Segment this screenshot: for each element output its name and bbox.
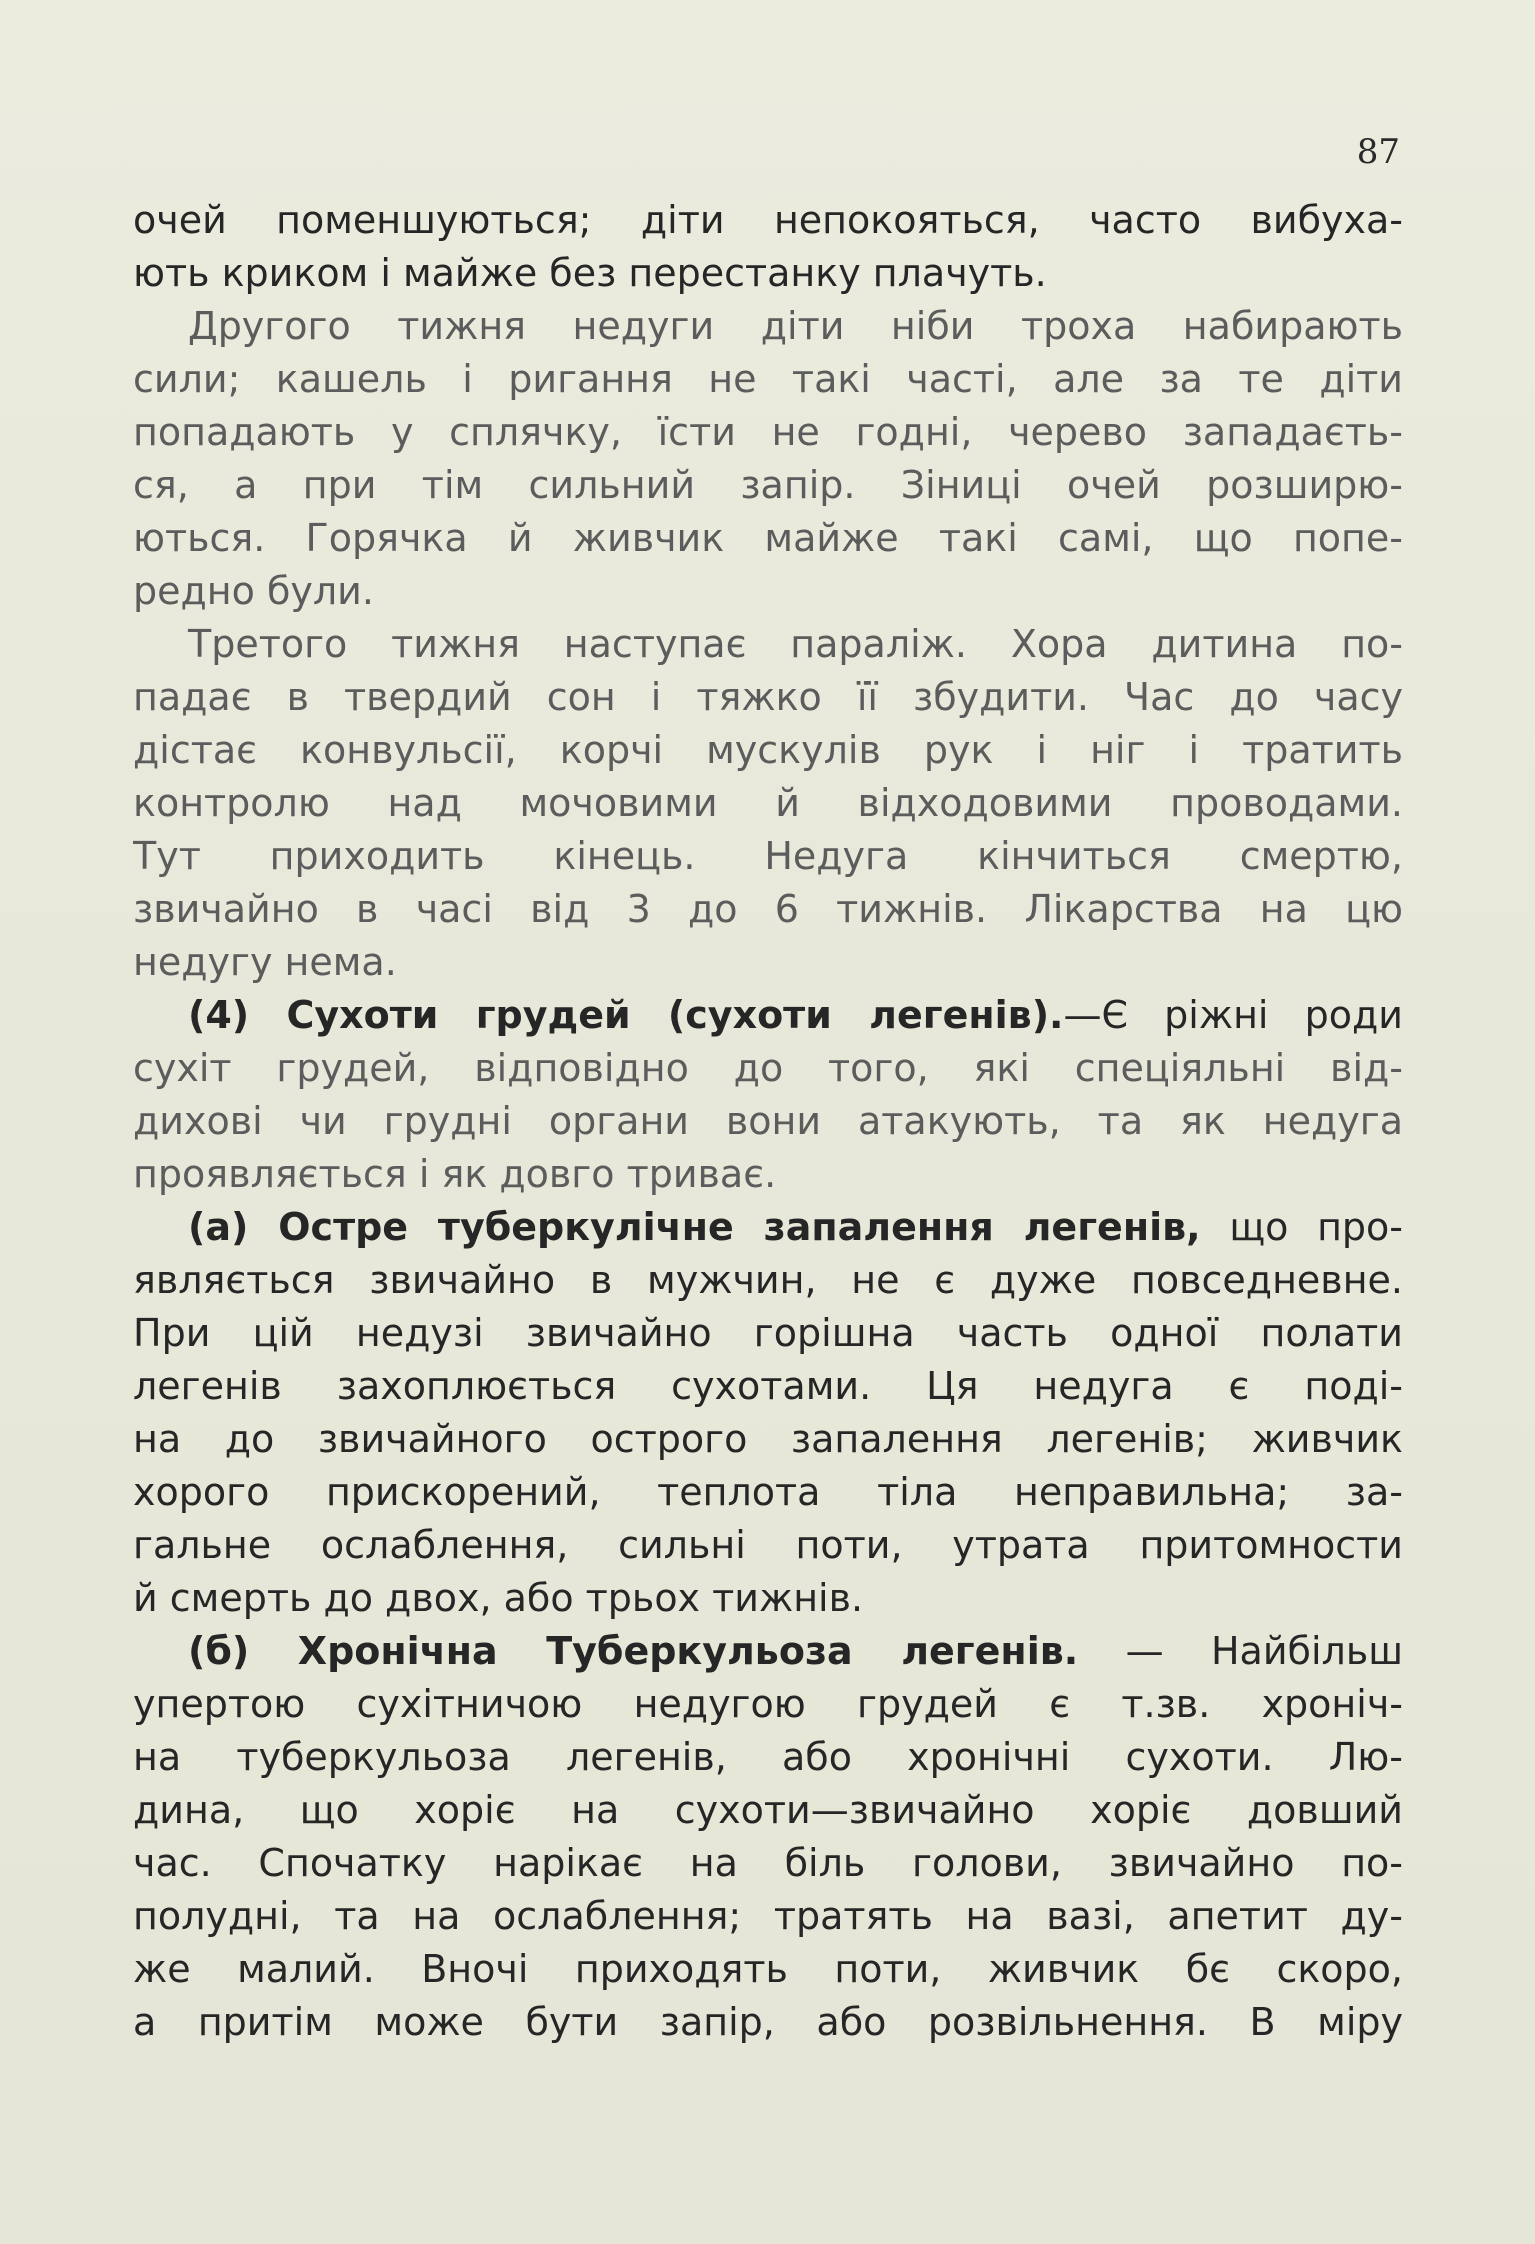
line-text: попадають у сплячку, їсти не годні, черево западаєть- bbox=[133, 410, 1403, 454]
line-text: полудні, та на ослаблення; тратять на вазі, апетит ду- bbox=[133, 1894, 1403, 1938]
line-text: хорого прискорений, теплота тіла неправильна; за- bbox=[133, 1470, 1403, 1514]
text-line bbox=[133, 936, 1403, 989]
line-text: являється звичайно в мужчин, не є дуже повседневне. bbox=[133, 1258, 1403, 1302]
line-text: —Є ріжні роди bbox=[1063, 993, 1403, 1037]
line-text: час. Спочатку нарікає на біль голови, звичайно по- bbox=[133, 1841, 1403, 1885]
line-text: редно були. bbox=[133, 569, 374, 613]
line-text: упертою сухітничою недугою грудей є т.зв. хроніч- bbox=[133, 1682, 1403, 1726]
text-line bbox=[133, 300, 1403, 353]
line-text: — Найбільш bbox=[1078, 1629, 1403, 1673]
line-text: легенів захоплюється сухотами. Ця недуга є поді- bbox=[133, 1364, 1403, 1408]
text-line bbox=[133, 247, 1403, 300]
line-text: ся, а при тім сильний запір. Зіниці очей розширю- bbox=[133, 463, 1403, 507]
page-number: 87 bbox=[1356, 132, 1400, 172]
text-line bbox=[133, 883, 1403, 936]
section-heading: (4) Сухоти грудей (сухоти легенів). bbox=[188, 993, 1064, 1037]
line-text: ються. Горячка й живчик майже такі самі, що попе- bbox=[133, 516, 1403, 560]
text-line bbox=[133, 618, 1403, 671]
text-line bbox=[133, 1201, 1403, 1254]
text-line bbox=[133, 1095, 1403, 1148]
text-line bbox=[133, 1307, 1403, 1360]
text-line bbox=[133, 1254, 1403, 1307]
line-text: проявляється і як довго триває. bbox=[133, 1152, 777, 1196]
line-text: недугу нема. bbox=[133, 940, 397, 984]
text-line bbox=[133, 777, 1403, 830]
line-text: очей поменшуються; діти непокояться, часто вибуха- bbox=[133, 198, 1403, 242]
text-line bbox=[133, 1943, 1403, 1996]
text-line bbox=[133, 1731, 1403, 1784]
text-line bbox=[133, 1784, 1403, 1837]
line-text: що про- bbox=[1200, 1205, 1403, 1249]
section-heading: (а) Остре туберкулічне запалення легенів, bbox=[188, 1205, 1201, 1249]
text-line bbox=[133, 1466, 1403, 1519]
text-line bbox=[133, 1042, 1403, 1095]
text-line bbox=[133, 1678, 1403, 1731]
line-text: на туберкульоза легенів, або хронічні сухоти. Лю- bbox=[133, 1735, 1403, 1779]
section-heading: (б) Хронічна Туберкульоза легенів. bbox=[188, 1629, 1079, 1673]
text-line bbox=[133, 512, 1403, 565]
text-line bbox=[133, 1996, 1403, 2049]
line-text: Третого тижня наступає параліж. Хора дитина по- bbox=[188, 622, 1403, 666]
text-line bbox=[133, 671, 1403, 724]
line-text: сухіт грудей, відповідно до того, які спеціяльні від- bbox=[133, 1046, 1403, 1090]
line-text: дина, що хоріє на сухоти—звичайно хоріє довший bbox=[133, 1788, 1403, 1832]
body-text bbox=[133, 194, 1403, 2049]
line-text: контролю над мочовими й відходовими проводами. bbox=[133, 781, 1403, 825]
line-text: звичайно в часі від 3 до 6 тижнів. Лікарства на цю bbox=[133, 887, 1403, 931]
line-text: а притім може бути запір, або розвільнення. В міру bbox=[133, 2000, 1403, 2044]
text-line bbox=[133, 724, 1403, 777]
text-line bbox=[133, 1837, 1403, 1890]
line-text: дістає конвульсії, корчі мускулів рук і ніг і тратить bbox=[133, 728, 1403, 772]
text-line bbox=[133, 1519, 1403, 1572]
line-text: При цій недузі звичайно горішна часть одної полати bbox=[133, 1311, 1403, 1355]
line-text: дихові чи грудні органи вони атакують, та як недуга bbox=[133, 1099, 1403, 1143]
text-line bbox=[133, 1890, 1403, 1943]
line-text: гальне ослаблення, сильні поти, утрата притомности bbox=[133, 1523, 1403, 1567]
text-line bbox=[133, 1572, 1403, 1625]
text-line bbox=[133, 1413, 1403, 1466]
line-text: на до звичайного острого запалення легенів; живчик bbox=[133, 1417, 1403, 1461]
line-text: падає в твердий сон і тяжко її збудити. Час до часу bbox=[133, 675, 1403, 719]
line-text: Тут приходить кінець. Недуга кінчиться смертю, bbox=[133, 834, 1403, 878]
line-text: же малий. Вночі приходять поти, живчик бє скоро, bbox=[133, 1947, 1403, 1991]
text-line bbox=[133, 353, 1403, 406]
text-line bbox=[133, 1148, 1403, 1201]
text-line bbox=[133, 459, 1403, 512]
text-line bbox=[133, 194, 1403, 247]
line-text: й смерть до двох, або трьох тижнів. bbox=[133, 1576, 864, 1620]
text-line bbox=[133, 1625, 1403, 1678]
text-line bbox=[133, 565, 1403, 618]
line-text: ють криком і майже без перестанку плачуть. bbox=[133, 251, 1047, 295]
text-line bbox=[133, 406, 1403, 459]
text-line bbox=[133, 1360, 1403, 1413]
line-text: Другого тижня недуги діти ніби троха набирають bbox=[188, 304, 1403, 348]
text-line bbox=[133, 830, 1403, 883]
line-text: сили; кашель і ригання не такі часті, але за те діти bbox=[133, 357, 1403, 401]
text-line bbox=[133, 989, 1403, 1042]
